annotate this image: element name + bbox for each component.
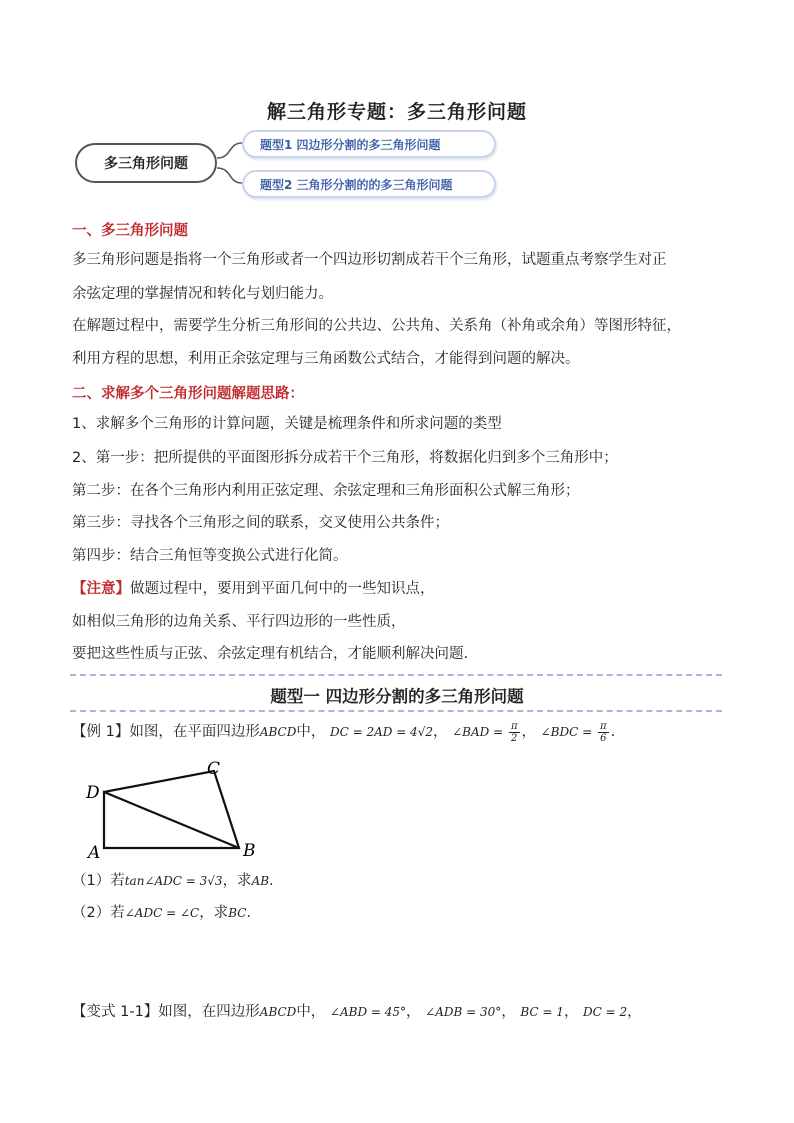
vertex-label-d: D xyxy=(86,783,100,803)
separator: ， xyxy=(627,1004,642,1020)
quadrilateral-figure xyxy=(80,756,270,866)
divider-bottom xyxy=(70,710,722,712)
q2-lead: （2）若 xyxy=(72,905,125,921)
variant-cond-dc: DC = 2 xyxy=(583,1005,628,1019)
separator: ， xyxy=(501,1004,516,1020)
variant-1-1 xyxy=(72,1000,642,1021)
section2-line: 第四步：结合三角恒等变换公式进行化简。 xyxy=(72,548,348,564)
section2-line: 第二步：在各个三角形内利用正弦定理、余弦定理和三角形面积公式解三角形； xyxy=(72,483,580,499)
note-line3: 要把这些性质与正弦、余弦定理有机结合，才能顺利解决问题. xyxy=(72,646,469,662)
condition-bad: ∠BAD = xyxy=(452,725,507,739)
separator: ， xyxy=(406,1004,421,1020)
section1-heading: 一、多三角形问题 xyxy=(72,223,188,239)
variant-quad: ABCD xyxy=(259,1005,297,1019)
q1-expr: tan∠ADC = 3√3 xyxy=(124,874,223,888)
condition-dc-ad: DC = 2AD = 4√2 xyxy=(329,725,433,739)
vertex-label-c: C xyxy=(207,759,221,779)
question-1 xyxy=(72,869,274,890)
vertex-label-a: A xyxy=(88,843,101,863)
section1-para2-line1: 在解题过程中，需要学生分析三角形间的公共边、公共角、关系角（补角或余角）等图形特征， xyxy=(72,318,681,334)
section1-para1-line2: 余弦定理的掌握情况和转化与划归能力。 xyxy=(72,286,333,302)
frac-den: 6 xyxy=(600,732,607,744)
example1-statement xyxy=(72,720,615,744)
section1-para2-line2: 利用方程的思想，利用正余弦定理与三角函数公式结合，才能得到问题的解决。 xyxy=(72,351,580,367)
mindmap-branch-type1: 题型1 四边形分割的多三角形问题 xyxy=(242,130,496,158)
variant-cond-adb: ∠ADB = 30° xyxy=(425,1005,502,1019)
section2-line: 2、第一步：把所提供的平面图形拆分成若干个三角形，将数据化归到多个三角形中； xyxy=(72,450,618,466)
period: . xyxy=(610,724,616,740)
divider-top xyxy=(70,674,722,676)
fraction-pi-over-6 xyxy=(598,721,609,744)
fraction-pi-over-2 xyxy=(509,721,520,744)
q2-expr: ∠ADC = ∠C xyxy=(124,906,200,920)
variant-cond-abd: ∠ABD = 45° xyxy=(329,1005,407,1019)
variant-prefix: 【变式 1-1】如图，在四边形 xyxy=(72,1004,260,1020)
document-title: 解三角形专题：多三角形问题 xyxy=(266,101,527,123)
q1-end: . xyxy=(269,873,274,889)
quad-name: ABCD xyxy=(259,725,297,739)
q2-end: . xyxy=(246,905,252,921)
question-2 xyxy=(72,901,251,922)
variant-cond-bc: BC = 1 xyxy=(520,1005,564,1019)
variant-mid: 中， xyxy=(296,1004,326,1020)
note-tag: 【注意】 xyxy=(72,581,130,597)
section2-line: 第三步：寻找各个三角形之间的联系，交叉使用公共条件； xyxy=(72,515,449,531)
section2-heading: 二、求解多个三角形问题解题思路： xyxy=(72,386,304,402)
section1-para1-line1: 多三角形问题是指将一个三角形或者一个四边形切割成若干个三角形，试题重点考察学生对正 xyxy=(72,252,667,268)
mindmap-root: 多三角形问题 xyxy=(75,143,217,183)
section2-line: 1、求解多个三角形的计算问题，关键是梳理条件和所求问题的类型 xyxy=(72,416,502,432)
frac-num: π xyxy=(599,720,607,732)
note-line1 xyxy=(72,579,435,599)
condition-bdc: ∠BDC = xyxy=(540,725,596,739)
example1-prefix: 【例 1】如图，在平面四边形 xyxy=(72,724,260,740)
frac-num: π xyxy=(510,720,518,732)
mindmap-branch-type2: 题型2 三角形分割的的多三角形问题 xyxy=(242,170,496,198)
note-line2: 如相似三角形的边角关系、平行四边形的一些性质， xyxy=(72,614,406,630)
separator: ， xyxy=(432,724,448,740)
q1-lead: （1）若 xyxy=(72,873,125,889)
vertex-label-b: B xyxy=(243,841,256,861)
q2-target: BC xyxy=(228,906,247,920)
note-text: 做题过程中，要用到平面几何中的一些知识点， xyxy=(130,581,435,597)
q1-target: AB xyxy=(251,874,270,888)
frac-den: 2 xyxy=(511,732,518,744)
q2-mid: ，求 xyxy=(199,905,229,921)
type1-title: 题型一 四边形分割的多三角形问题 xyxy=(270,687,524,706)
example1-mid: 中， xyxy=(296,724,326,740)
separator: ， xyxy=(563,1004,579,1020)
q1-mid: ，求 xyxy=(222,873,252,889)
separator: ， xyxy=(521,724,537,740)
